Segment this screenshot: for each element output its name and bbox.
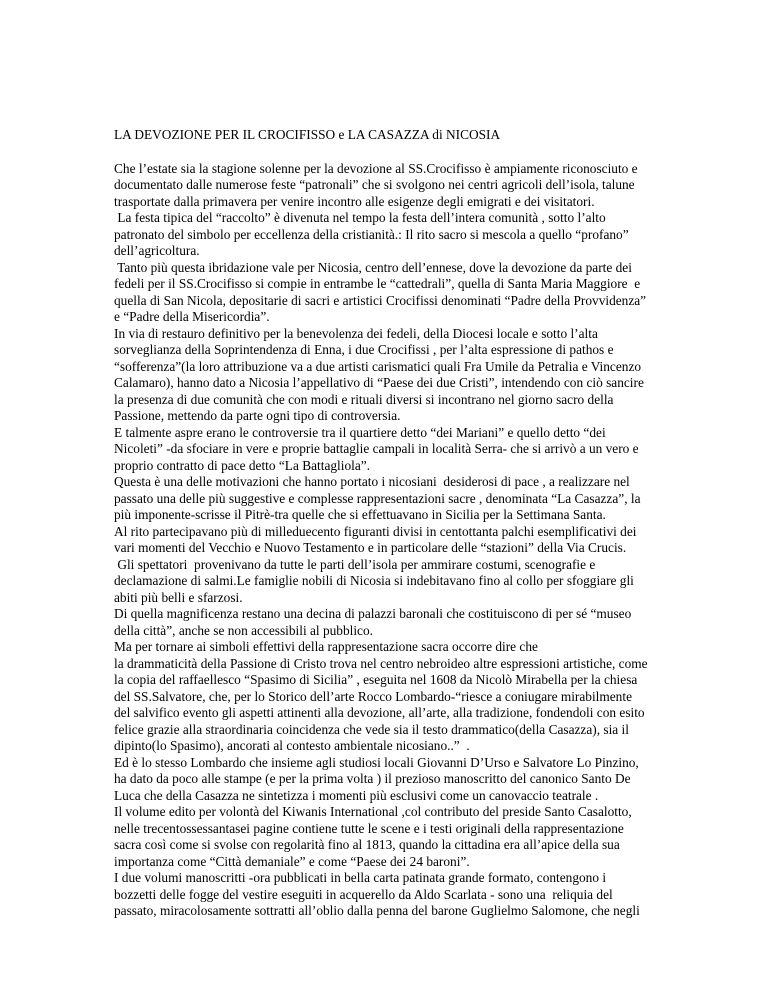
text-line: sorveglianza della Soprintendenza di Enna, i due Crocifissi , per l’alta espressione di pathos e: [114, 342, 614, 357]
text-line: vari momenti del Vecchio e Nuovo Testamento e in particolare delle “stazioni” della Via Crucis.: [114, 540, 627, 555]
text-line: passato, miracolosamente sottratti all’oblio dalla penna del barone Guglielmo Salomone, che negli: [114, 903, 640, 918]
text-line: Che l’estate sia la stagione solenne per la devozione al SS.Crocifisso è ampiamente riconosciuto e: [114, 160, 638, 176]
text-line: felice grazie alla straordinaria coincidenza che vede sia il testo drammatico(della Casazza), sia il: [114, 721, 629, 737]
text-line: la presenza di due comunità che con modi e rituali diversi si incontrano nel giorno sacro della: [114, 391, 614, 407]
text-line: Ed è lo stesso Lombardo che insieme agli studiosi locali Giovanni D’Urso e Salvatore Lo Pinzino,: [114, 754, 639, 770]
text-line: In via di restauro definitivo per la benevolenza dei fedeli, della Diocesi locale e sotto l’alta: [114, 325, 598, 341]
text-line: bozzetti delle fogge del vestire eseguiti in acquerello da Aldo Scarlata - sono una reliquia del: [114, 886, 613, 902]
text-line: più imponente-scrisse il Pitrè-tra quelle che si effettuavano in Sicilia per la Settimana Santa.: [114, 507, 606, 522]
text-line: Gli spettatori provenivano da tutte le parti dell’isola per ammirare costumi, scenografie e: [114, 556, 596, 572]
text-line: fedeli per il SS.Crocifisso si compie in entrambe le “cattedrali”, quella di Santa Maria Maggiore e: [114, 276, 641, 291]
text-line: importanza come “Città demaniale” e come “Paese dei 24 baroni”.: [114, 853, 470, 869]
text-line: Ma per tornare ai simboli effettivi della rappresentazione sacra occorre dire che: [114, 639, 538, 654]
text-line: abiti più belli e sfarzosi.: [114, 589, 243, 605]
text-line: ha dato da poco alle stampe (e per la prima volta ) il prezioso manoscritto del canonico Santo De: [114, 771, 631, 786]
text-line: Il volume edito per volontà del Kiwanis International ,col contributo del preside Santo Casalotto,: [114, 804, 632, 819]
text-line: e “Padre della Misericordia”.: [114, 309, 270, 324]
document-body: [114, 127, 714, 920]
text-line: dell’agricoltura.: [114, 243, 200, 258]
text-line: La festa tipica del “raccolto” è divenuta nel tempo la festa dell’intera comunità , sotto l’alto: [114, 210, 606, 225]
text-line: Nicoleti” -da sfociare in vere e proprie battaglie campali in località Serra- che si arrivò a un vero e: [114, 441, 639, 456]
text-line: documentato dalle numerose feste “patronali” che si svolgono nei centri agricoli dell’isola, talune: [114, 177, 635, 192]
text-line: Passione, mettendo da parte ogni tipo di controversia.: [114, 408, 401, 423]
text-line: la drammaticità della Passione di Cristo trova nel centro nebroideo altre espressioni artistiche, come: [114, 655, 648, 671]
text-line: passato una delle più suggestive e complesse rappresentazioni sacre , denominata “La Casazza”, la: [114, 490, 641, 506]
text-line: Di quella magnificenza restano una decina di palazzi baronali che costituiscono di per sé “museo: [114, 606, 632, 621]
document-text: [114, 161, 714, 920]
text-line: la copia del raffaellesco “Spasimo di Sicilia” , eseguita nel 1608 da Nicolò Mirabella per la chiesa: [114, 672, 638, 687]
text-line: proprio contratto di pace detto “La Battagliola”.: [114, 457, 371, 473]
text-line: Questa è una delle motivazioni che hanno portato i nicosiani desiderosi di pace , a realizzare nel: [114, 474, 630, 489]
text-line: patronato del simbolo per eccellenza della cristianità.: Il rito sacro si mescola a quello “profano”: [114, 226, 629, 242]
text-line: Al rito partecipavano più di milleduecento figuranti divisi in centottanta palchi esemplificativi dei: [114, 523, 637, 539]
text-line: sacra così come si svolse con regolarità fino al 1813, quando la cittadina era all’apice della sua: [114, 837, 620, 852]
document-title: LA DEVOZIONE PER IL CROCIFISSO e LA CASAZZA di NICOSIA: [114, 127, 501, 142]
text-line: del salvifico evento gli aspetti attinenti alla devozione, all’arte, alla tradizione, fondendoli con esito: [114, 705, 645, 720]
text-line: della città”, anche se non accessibili al pubblico.: [114, 622, 373, 638]
text-line: Calamaro), hanno dato a Nicosia l’appellativo di “Paese dei due Cristi”, intendendo con ciò sancire: [114, 375, 644, 390]
text-line: dipinto(lo Spasimo), ancorati al contesto ambientale nicosiano..” .: [114, 738, 470, 753]
text-line: I due volumi manoscritti -ora pubblicati in bella carta patinata grande formato, contengono i: [114, 870, 607, 885]
text-line: del SS.Salvatore, che, per lo Storico dell’arte Rocco Lombardo-“riesce a coniugare mirabilmente: [114, 688, 632, 704]
text-line: “sofferenza”(la loro attribuzione va a due artisti carismatici quali Fra Umile da Petralia e Vincenzo: [114, 358, 642, 374]
text-line: declamazione di salmi.Le famiglie nobili di Nicosia si indebitavano fino al collo per sfoggiare gli: [114, 573, 634, 588]
text-line: Luca che della Casazza ne sintetizza i momenti più esclusivi come un canovaccio teatrale .: [114, 787, 599, 803]
text-line: trasportate dalla primavera per venire incontro alle esigenze degli emigrati e dei visitatori.: [114, 193, 595, 209]
text-line: Tanto più questa ibridazione vale per Nicosia, centro dell’ennese, dove la devozione da parte dei: [114, 259, 632, 275]
text-line: nelle trecentossessantasei pagine contiene tutte le scene e i testi originali della rappresentazione: [114, 820, 624, 836]
text-line: quella di San Nicola, depositarie di sacri e artistici Crocifissi denominati “Padre della Provvidenza”: [114, 292, 647, 308]
text-line: E talmente aspre erano le controversie tra il quartiere detto “dei Mariani” e quello detto “dei: [114, 424, 606, 440]
